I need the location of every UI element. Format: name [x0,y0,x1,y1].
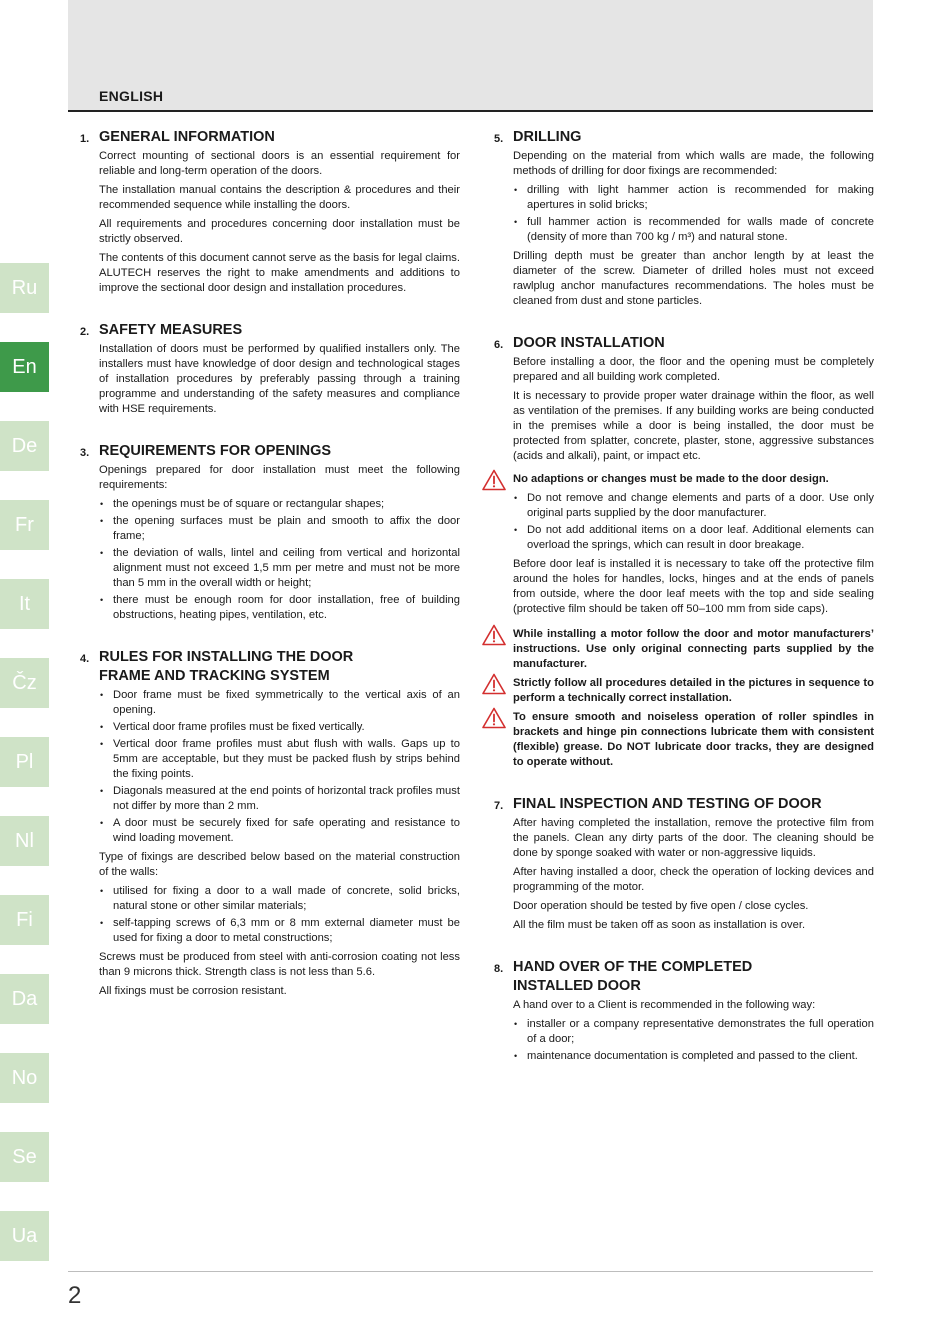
list-item: • Vertical door frame profiles must be fixed vertically. [99,720,460,735]
section-door-installation [494,334,874,770]
warning-icon [482,673,506,695]
paragraph: Correct mounting of sectional doors is an essential requirement for reliable and long-term operation of the doors. [99,150,460,177]
list-item: • A door must be securely fixed for safe operating and resistance to wind loading movement. [99,816,460,846]
warning-block [513,627,874,672]
tab-fr[interactable]: Fr [0,500,49,550]
list-item: • utilised for fixing a door to a wall made of concrete, solid bricks, natural stone or other similar materials; [99,884,460,914]
section-title-line: HAND OVER OF THE COMPLETED [513,959,753,975]
warning-block [513,472,874,487]
section-title-line: RULES FOR INSTALLING THE DOOR [99,649,354,665]
list-item: • self-tapping screws of 6,3 mm or 8 mm external diameter must be used for fixing a door to metal constructions; [99,916,460,946]
section-general-information [80,128,460,296]
section-title: REQUIREMENTS FOR OPENINGS [99,443,332,459]
tab-cz[interactable]: Čz [0,658,49,708]
section-requirements-openings [80,442,460,623]
paragraph: The contents of this document cannot serve as the basis for legal claims. ALUTECH reserves the right to make amendments and additions to improve the sectional door design and installation procedures. [99,252,460,294]
tab-no[interactable]: No [0,1053,49,1103]
section-number: 1. [80,133,90,145]
bullet-list [99,688,460,846]
section-final-inspection [494,795,874,933]
paragraph: Before installing a door, the floor and the opening must be completely prepared and all building work completed. [513,356,874,383]
language-heading: ENGLISH [99,88,164,104]
section-number: 2. [80,326,90,338]
paragraph: Installation of doors must be performed by qualified installers only. The installers must have knowledge of door design and technological stages of installation procedures by preferably passing through a training programme and understanding of the safety measures and compliance with HSE requirements. [99,343,460,415]
section-title: DOOR INSTALLATION [513,335,665,351]
bullet-list [513,491,874,553]
paragraph: All the film must be taken off as soon as installation is over. [513,919,806,931]
list-item: • Door frame must be fixed symmetrically to the vertical axis of an opening. [99,688,460,718]
paragraph: Door operation should be tested by five open / close cycles. [513,900,809,912]
list-item: • full hammer action is recommended for walls made of concrete (density of more than 700 kg / m³) and natural stone. [513,215,874,245]
section-number: 5. [494,133,504,145]
tab-fi[interactable]: Fi [0,895,49,945]
list-item: • the openings must be of square or rectangular shapes; [99,497,460,512]
list-item: • the deviation of walls, lintel and ceiling from vertical and horizontal alignment must not exceed 1,5 mm per metre and must not be more than 5 mm in the overall width or height; [99,546,460,591]
list-item: • Diagonals measured at the end points of horizontal track profiles must not differ by more than 2 mm. [99,784,460,814]
paragraph: A hand over to a Client is recommended in the following way: [513,999,816,1011]
tab-nl[interactable]: Nl [0,816,49,866]
page-number: 2 [68,1282,82,1309]
warning-icon [482,707,506,729]
section-drilling [494,128,874,309]
tab-da[interactable]: Da [0,974,49,1024]
language-tabs [0,263,49,1290]
warning-text: Strictly follow all procedures detailed in the pictures in sequence to perform a technically correct installation. [513,677,874,704]
footer-rule [68,1271,873,1272]
list-item: • maintenance documentation is completed and passed to the client. [513,1049,874,1064]
bullet-list [99,884,460,946]
paragraph: After having completed the installation, remove the protective film from the panels. Clean any dirty parts of the door. The cleaning should be done by sponge soaked with water or non-aggressive liquids. [513,817,874,859]
list-item: • the opening surfaces must be plain and smooth to affix the door frame; [99,514,460,544]
bullet-list [513,1017,874,1064]
section-number: 7. [494,800,504,812]
list-item: • installer or a company representative demonstrates the full operation of a door; [513,1017,874,1047]
header-band [68,0,873,111]
section-number: 4. [80,653,90,665]
section-number: 8. [494,963,504,975]
list-item: • Vertical door frame profiles must abut flush with walls. Gaps up to 5mm are acceptable, but they must be packed flush by strips behind the fixing points. [99,737,460,782]
paragraph: Drilling depth must be greater than anchor length by at least the diameter of the screw. Diameter of drilled holes must not exceed rawlplug anchor manufactures recommendations. The holes must be cleaned from dust and stone particles. [513,250,874,307]
list-item: • Do not add additional items on a door leaf. Additional elements can overload the springs, which can result in door breakage. [513,523,874,553]
section-hand-over [494,958,874,1064]
tab-ua[interactable]: Ua [0,1211,49,1261]
warning-icon [482,469,506,491]
bullet-list [513,183,874,245]
paragraph: Openings prepared for door installation must meet the following requirements: [99,464,460,491]
section-safety-measures [80,321,460,417]
paragraph: The installation manual contains the description & procedures and their recommended sequence while installing the doors. [99,184,460,211]
warning-block [513,676,874,706]
tab-en[interactable]: En [0,342,49,392]
warning-text: To ensure smooth and noiseless operation of roller spindles in brackets and hinge pin connections lubricate them with consistent (flexible) grease. Do NOT lubricate door tracks, they are designed to operate without. [513,711,874,768]
paragraph: Screws must be produced from steel with anti-corrosion coating not less than 9 microns thick. Strength class is not less than 5.6. [99,951,460,978]
section-title: SAFETY MEASURES [99,322,243,338]
section-title-line: FRAME AND TRACKING SYSTEM [99,668,330,684]
warning-text: No adaptions or changes must be made to the door design. [513,473,829,485]
paragraph: All fixings must be corrosion resistant. [99,985,287,997]
header-rule [68,110,873,112]
warning-icon [482,624,506,646]
section-number: 3. [80,447,90,459]
section-title: DRILLING [513,129,582,145]
list-item: • drilling with light hammer action is recommended for making apertures in solid bricks; [513,183,874,213]
tab-de[interactable]: De [0,421,49,471]
paragraph: Before door leaf is installed it is necessary to take off the protective film around the holes for handles, locks, hinges and at the ends of panels from outside, where the door leaf meets with the top and side sealing (protective film should be taken off 50–100 mm from side caps). [513,558,874,615]
tab-it[interactable]: It [0,579,49,629]
list-item: • there must be enough room for door installation, free of building obstructions, heating pipes, ventilation, etc. [99,593,460,623]
bullet-list [99,497,460,623]
paragraph: It is necessary to provide proper water drainage within the floor, as well as ventilation of the premises. If any building works are being conducted in the premises while a door is being installed, the door must be protected from splatter, concrete, plaster, stone, aggressive substances (acids and alkali), paint, or impact etc. [513,390,874,462]
section-title-line: INSTALLED DOOR [513,978,641,994]
warning-block [513,710,874,770]
tab-se[interactable]: Se [0,1132,49,1182]
section-title [513,958,752,996]
section-title: GENERAL INFORMATION [99,129,275,145]
tab-ru[interactable]: Ru [0,263,49,313]
right-column [494,128,874,1068]
section-rules-installing [80,648,460,999]
section-number: 6. [494,339,504,351]
tab-pl[interactable]: Pl [0,737,49,787]
paragraph: After having installed a door, check the operation of locking devices and programming of the motor. [513,866,874,893]
left-column [80,128,460,1003]
paragraph: Depending on the material from which walls are made, the following methods of drilling for door fixings are recommended: [513,150,874,177]
section-title [99,648,353,686]
list-item: • Do not remove and change elements and parts of a door. Use only original parts supplied by the door manufacturer. [513,491,874,521]
paragraph: Type of fixings are described below based on the material construction of the walls: [99,851,460,878]
warning-text: While installing a motor follow the door and motor manufacturers’ instructions. Use only original connecting parts supplied by the manufacturer. [513,628,874,670]
section-title: FINAL INSPECTION AND TESTING OF DOOR [513,796,822,812]
paragraph: All requirements and procedures concerning door installation must be strictly observed. [99,218,460,245]
